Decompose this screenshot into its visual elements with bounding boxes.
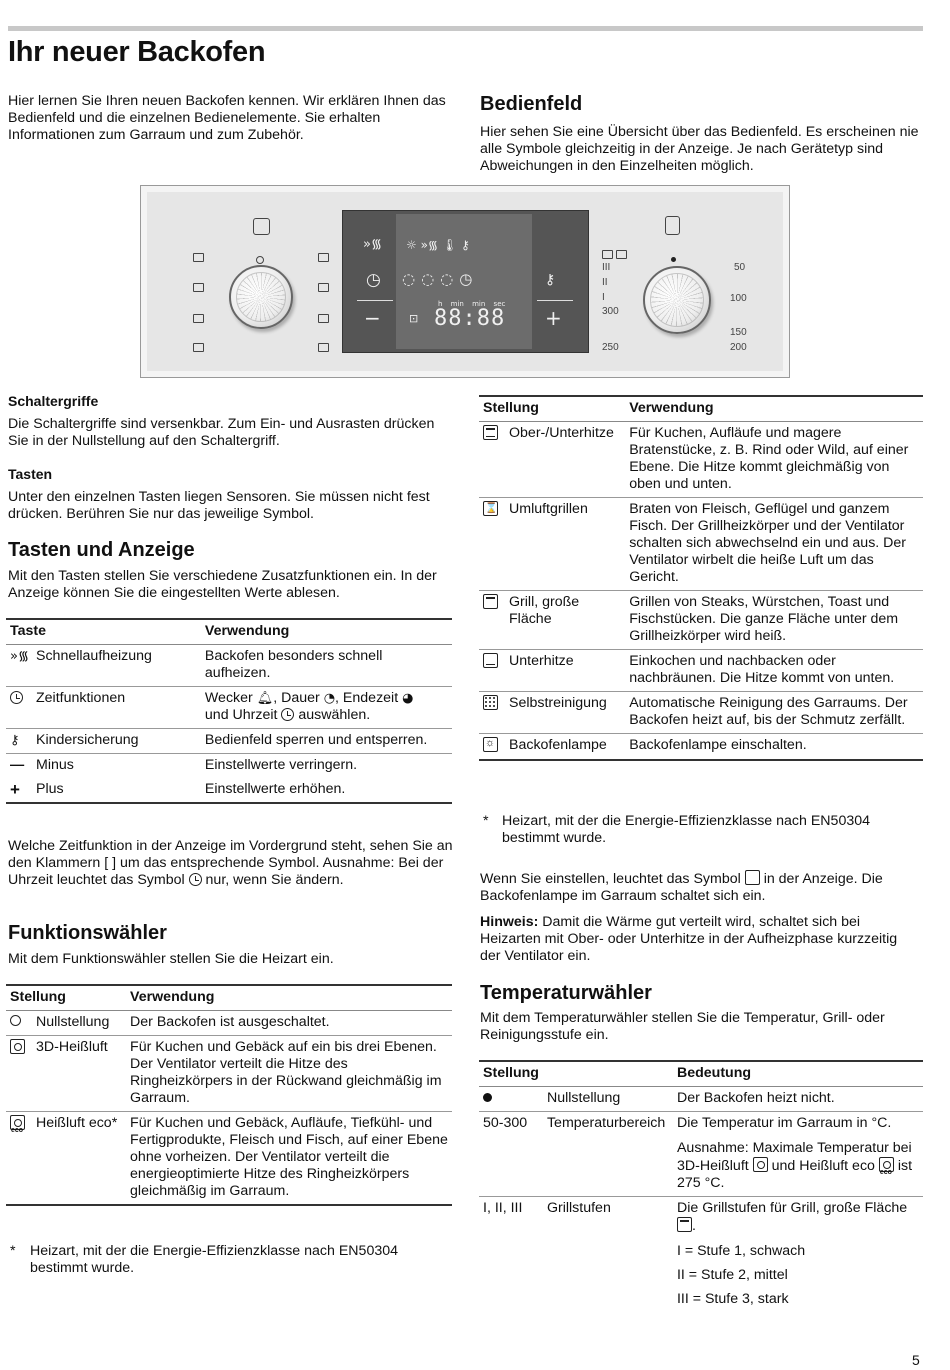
tasten-table: [6, 618, 452, 804]
bedienfeld-text: Hier sehen Sie eine Übersicht über das Bedienfeld. Es erscheinen nie alle Symbole gleichzeitig in der Anzeige. Je nach Gerätetyp sind Abweichungen in den Einzelheiten möglich.: [480, 124, 919, 174]
fan-icon: [318, 253, 329, 262]
temp-label-100: 100: [730, 293, 747, 304]
top-rule: [8, 26, 923, 31]
fan-icon: [193, 253, 204, 262]
oven-lamp-icon: [483, 737, 498, 752]
intro-text: Hier lernen Sie Ihren neuen Backofen kennen. Wir erklären Ihnen das Bedienfeld und die einzelnen Bedienelemente. Sie erhalten Informationen zum Garraum und zum Zubehör.: [8, 93, 446, 143]
funktionswaehler-text: Mit dem Funktionswähler stellen Sie die Heizart ein.: [8, 951, 334, 967]
grill-large-icon: [483, 594, 498, 609]
grill-icon: [193, 343, 204, 352]
zero-dot-icon: [483, 1093, 492, 1102]
footnote-right: Heizart, mit der die Energie-Effizienzklasse nach EN50304 bestimmt wurde.: [502, 813, 871, 846]
temp-mark: [671, 257, 676, 262]
rapid-heat-icon[interactable]: »᯾: [363, 237, 383, 252]
bottom-heat-icon: [483, 653, 498, 668]
lamp-hint: Wenn Sie einstellen, leuchtet das Symbol in der Anzeige. Die Backofenlampe im Garraum schaltet sich ein.: [480, 871, 883, 904]
table-row: 50-300 Temperaturbereich Die Temperatur im Garraum in °C. Ausnahme: Maximale Temperatur bei 3D-Heißluft und Heißluft eco eco ist 275 °C.: [479, 1112, 923, 1197]
zero-position-icon: [10, 1015, 21, 1026]
grill-fan-icon: [483, 501, 498, 516]
grill-level-2: II: [602, 277, 608, 288]
table-row: ⌛ Umluftgrillen Braten von Fleisch, Geflügel und ganzem Fisch. Der Grillheizkörper und der Ventilator schalten sich abwechselnd ein und aus. Der Ventilator wirbelt die heiße Luft um das Gericht.: [479, 498, 923, 591]
key-icon[interactable]: ⚷: [545, 272, 556, 288]
schaltergriffe-heading: Schaltergriffe: [8, 393, 99, 409]
top-bottom-heat-icon: [193, 314, 204, 323]
tasten-heading: Tasten: [8, 466, 53, 482]
hinweis: Hinweis: Damit die Wärme gut verteilt wird, schaltet sich bei Heizarten mit Ober- oder Unterhitze in der Aufheizphase kurzzeitig der Ventilator ein.: [480, 914, 898, 964]
display-digits: 88:88: [434, 306, 506, 331]
schaltergriffe-text: Die Schaltergriffe sind versenkbar. Zum Ein- und Ausrasten drücken Sie in der Nullstellung auf den Schaltergriff.: [8, 416, 435, 449]
temp-label-250: 250: [602, 342, 619, 353]
footnote-star: *: [10, 1243, 16, 1259]
square-icon: [745, 870, 760, 885]
grid-icon: [616, 250, 627, 259]
thermometer-icon: [665, 216, 680, 235]
tasten-text: Unter den einzelnen Tasten liegen Sensoren. Sie müssen nicht fest drücken. Berühren Sie nur das jeweilige Symbol.: [8, 489, 430, 522]
grid-icon: [193, 283, 204, 292]
table-row: 3D-Heißluft Für Kuchen und Gebäck auf ein bis drei Ebenen. Der Ventilator verteilt die Hitze des Ringheizkörpers in der Rückwand gleichmäßig im Garraum.: [6, 1036, 452, 1112]
temp-label-150: 150: [730, 327, 747, 338]
zeitfunktion-hint: Welche Zeitfunktion in der Anzeige im Vordergrund steht, sehen Sie an den Klammern [ ] um das entsprechende Symbol. Ausnahme: Bei der Uhrzeit leuchtet das Symbol nur, wenn Sie ändern.: [8, 838, 453, 888]
lamp-icon: [253, 218, 270, 235]
clock-icon[interactable]: ◷: [366, 270, 381, 290]
page-number: 5: [912, 1352, 920, 1368]
display-units: h min min sec: [438, 300, 506, 308]
minus-icon[interactable]: −: [364, 306, 381, 330]
tasten-anzeige-text: Mit den Tasten stellen Sie verschiedene Zusatzfunktionen ein. In der Anzeige können Sie die eingestellten Werte ablesen.: [8, 568, 437, 601]
temperaturwaehler-table: Stellung Bedeutung Nullstellung Der Backofen heizt nicht. 50-300 Temperaturbereich Die Temperatur im Garraum in °C. Ausnahme: Maximale Temperatur bei 3D-Heißluft und Heißluft eco eco ist 275 °C. I, II, III Grillstufen Die Grillstufen für Grill, große Fläche . I = Stufe 1, schwach II = Stufe 2, mittel III = Stufe 3, stark: [479, 1060, 923, 1312]
endtime-icon: ◕: [402, 691, 414, 706]
grill-level-1: I: [602, 292, 605, 303]
footnote-star: *: [483, 813, 489, 829]
funktionswaehler-heading: Funktionswähler: [8, 922, 167, 944]
funktionswaehler-table: Stellung Verwendung Nullstellung Der Backofen ist ausgeschaltet. 3D-Heißluft Für Kuchen und Gebäck auf ein bis drei Ebenen. Der Ventilator verteilt die Hitze des Ringheizkörpers in der Rückwand gleichmäßig im Garraum. eco Heißluft eco* Für Kuchen und Gebäck, Aufläufe, Tiefkühl- und Fertigprodukte, Fleisch und Fisch, auf einer Ebene ohne vorheizen. Der Ventilator verteilt die energieoptimierte Hitze des Ringheizkörpers gleichmäßig im Garraum.: [6, 984, 452, 1206]
heizarten-table: Stellung Verwendung Ober-/Unterhitze Für Kuchen, Aufläufe und magere Bratenstücke, z. B. Rind oder Wild, auf einer Ebene. Die Hitze kommt gleichmäßig von oben und unten. ⌛ Umluftgrillen Braten von Fleisch, Geflügel und ganzem Fisch. Der Grillheizkörper und der Ventilator schalten sich abwechselnd ein und aus. Der Ventilator wirbelt die heiße Luft um das Gericht. Grill, große Fläche Grillen von Steaks, Würstchen, Toast und Fischstücken. Die ganze Fläche unter dem Grillheizkörper wird heiß. Unterhitze Einkochen und nachbacken oder nachbräunen. Die Hitze kommt von unten. Selbstreinigung Automatische Reinigung des Garraums. Der Backofen heizt auf, bis der Schmutz zerfällt. ☼ Backofenlampe Backofenlampe einschalten.: [479, 395, 923, 761]
table-row: Zeitfunktionen Wecker 🔔︎, Dauer ◔, Endezeit ◕ und Uhrzeit auswählen.: [6, 687, 452, 729]
table-row: Selbstreinigung Automatische Reinigung des Garraums. Der Backofen heizt auf, bis der Schmutz zerfällt.: [479, 692, 923, 734]
selector-mark: [256, 256, 264, 264]
clock-icon: [281, 708, 294, 721]
3d-hot-air-icon: [753, 1157, 768, 1172]
function-selector-knob[interactable]: [229, 265, 293, 329]
grill-level-3: III: [602, 262, 611, 273]
self-cleaning-icon: [483, 695, 498, 710]
top-bottom-heat-icon: [483, 425, 498, 440]
table-row: ☼ Backofenlampe Backofenlampe einschalten.: [479, 734, 923, 761]
clock-icon: [10, 691, 23, 704]
table-row: »᯾ Schnellaufheizung Backofen besonders schnell aufheizen.: [6, 645, 452, 687]
table-row: Ober-/Unterhitze Für Kuchen, Aufläufe und magere Bratenstücke, z. B. Rind oder Wild, auf einer Ebene. Die Hitze kommt gleichmäßig von oben und unten.: [479, 422, 923, 498]
grill-fan-icon: [318, 343, 329, 352]
table-row: Nullstellung Der Backofen ist ausgeschaltet.: [6, 1011, 452, 1036]
grill-large-icon: [677, 1217, 692, 1232]
footnote-left: Heizart, mit der die Energie-Effizienzklasse nach EN50304 bestimmt wurde.: [30, 1243, 399, 1276]
temp-label-200: 200: [730, 342, 747, 353]
duration-icon: ◔: [323, 691, 336, 706]
grill-icon: [602, 250, 613, 259]
timer-symbols: ◌◌◌◷: [402, 270, 479, 288]
table-row: Unterhitze Einkochen und nachbacken oder nachbräunen. Die Hitze kommt von unten.: [479, 650, 923, 692]
plus-icon[interactable]: +: [545, 306, 562, 330]
temp-label-300: 300: [602, 306, 619, 317]
table-row: ⚷ Kindersicherung Bedienfeld sperren und entsperren.: [6, 729, 452, 754]
display-symbols: ☼ »᯾ 🌡 ⚷: [406, 238, 470, 252]
table-row: Nullstellung Der Backofen heizt nicht.: [479, 1087, 923, 1112]
col-header: Verwendung: [201, 619, 452, 645]
col-header: Taste: [6, 619, 201, 645]
tasten-anzeige-heading: Tasten und Anzeige: [8, 539, 195, 561]
table-row: eco Heißluft eco* Für Kuchen und Gebäck, Aufläufe, Tiefkühl- und Fertigprodukte, Fleisch und Fisch, auf einer Ebene ohne vorheizen. Der Ventilator verteilt die energieoptimierte Hitze des Ringheizkörpers gleichmäßig im Garraum.: [6, 1112, 452, 1206]
bedienfeld-heading: Bedienfeld: [480, 93, 583, 115]
hot-air-eco-icon: [10, 1115, 25, 1130]
table-row: Grill, große Fläche Grillen von Steaks, Würstchen, Toast und Fischstücken. Die ganze Fläche unter dem Grillheizkörper wird heiß.: [479, 591, 923, 650]
clock-icon: [189, 873, 202, 886]
table-row: + Plus Einstellwerte erhöhen.: [6, 778, 452, 803]
3d-hot-air-icon: [10, 1039, 25, 1054]
temperature-selector-knob[interactable]: [643, 266, 711, 334]
temperaturwaehler-heading: Temperaturwähler: [480, 982, 652, 1004]
eco-fan-icon: [318, 283, 329, 292]
temperaturwaehler-text: Mit dem Temperaturwähler stellen Sie die Temperatur, Grill- oder Reinigungsstufe ein.: [480, 1010, 885, 1043]
temp-label-50: 50: [734, 262, 746, 273]
hot-air-eco-icon: [879, 1157, 894, 1172]
lock-icon: ⊡: [409, 312, 419, 325]
bottom-heat-icon: [318, 314, 329, 323]
table-row: — Minus Einstellwerte verringern.: [10, 757, 358, 773]
bell-icon: 🔔︎: [256, 691, 274, 706]
table-row: I, II, III Grillstufen Die Grillstufen für Grill, große Fläche . I = Stufe 1, schwach II = Stufe 2, mittel III = Stufe 3, stark: [483, 1200, 908, 1307]
page-title: Ihr neuer Backofen: [8, 36, 266, 68]
